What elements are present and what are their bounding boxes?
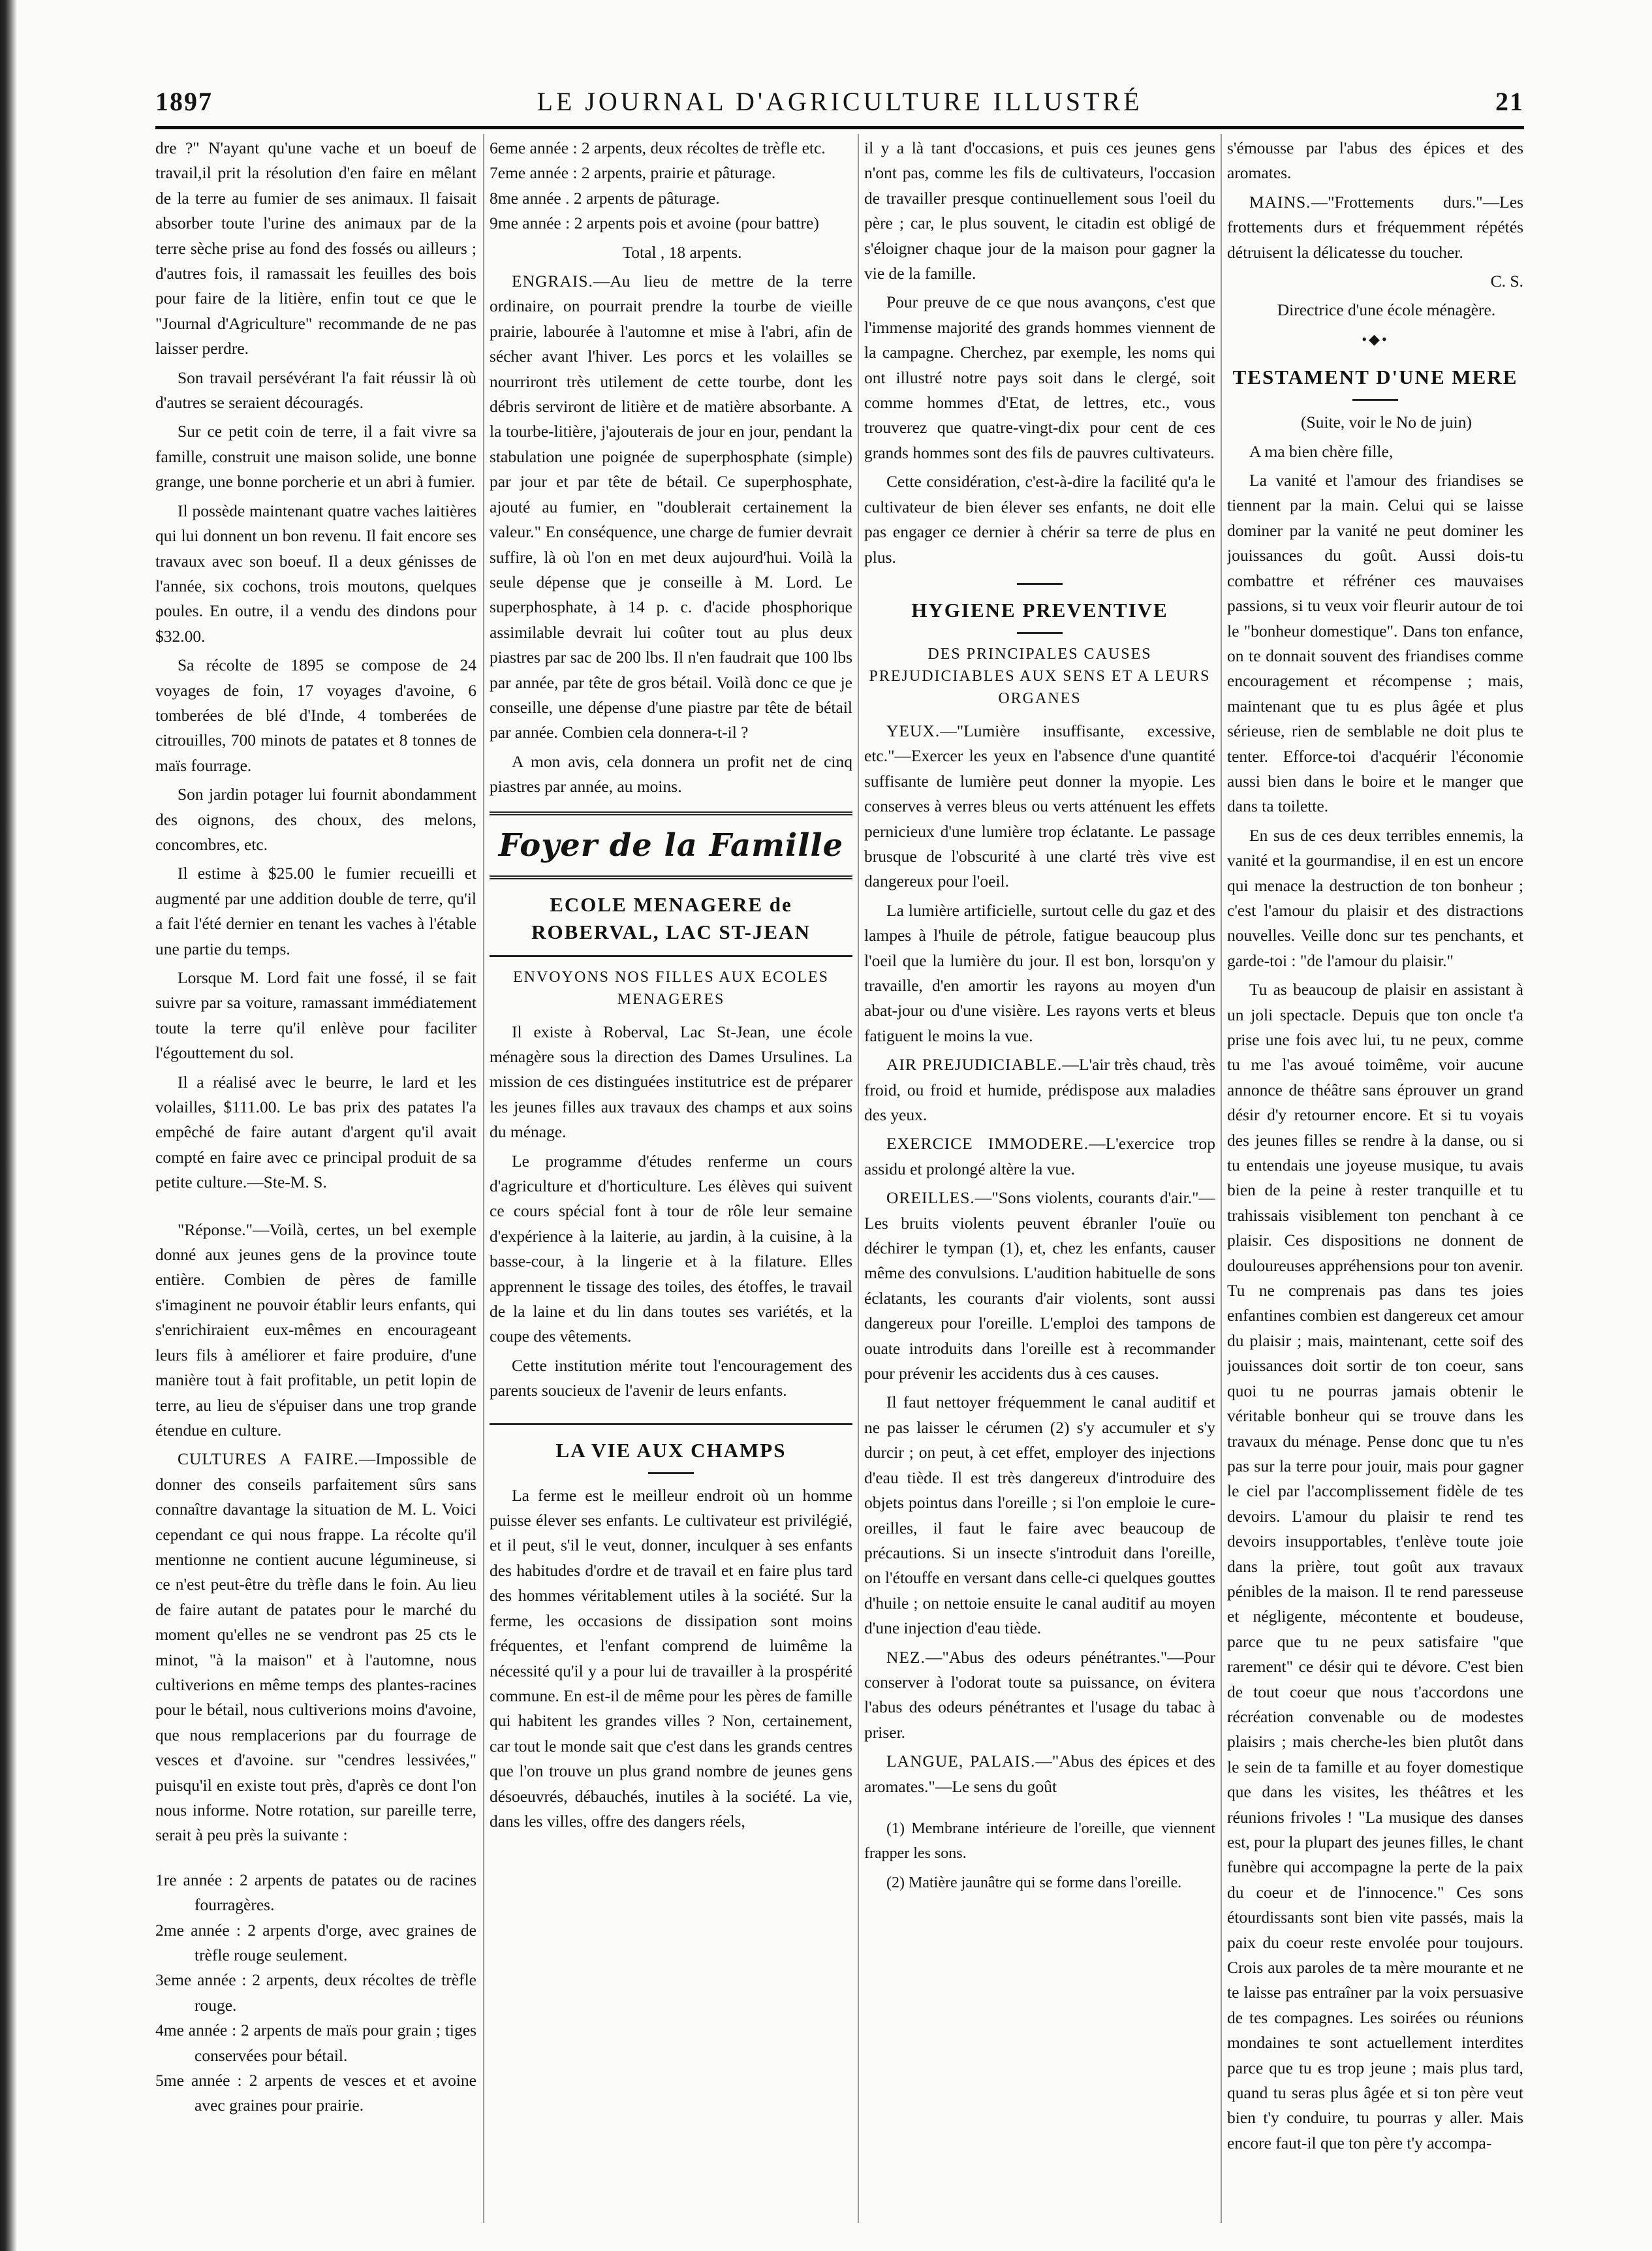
engrais-paragraph xyxy=(490,269,852,746)
section-rule xyxy=(490,955,852,957)
item-lead: OREILLES. xyxy=(886,1188,975,1208)
footnote: (2) Matière jaunâtre qui se forme dans l'oreille. xyxy=(886,1874,1182,1891)
salutation: A ma bien chère fille, xyxy=(1249,441,1394,461)
rotation-item: 8me année . 2 arpents de pâturage. xyxy=(490,188,720,208)
item-lead: EXERCICE IMMODERE. xyxy=(886,1134,1089,1154)
vie-heading: LA VIE AUX CHAMPS xyxy=(555,1438,787,1462)
hygiene-item xyxy=(864,1749,1215,1799)
rotation-item: 3eme année : 2 arpents, deux récoltes de trèfle rouge. xyxy=(155,1970,476,2015)
article-paragraph: Il estime à $25.00 le fumier recueilli et augmenté par une addition double de terre, qu'il a fait l'été dernier en tenant les vaches à l'étable une partie du temps. xyxy=(155,864,476,958)
article-paragraph: Il possède maintenant quatre vaches laitières qui lui donnent un bon revenu. Il fait encore ses travaux avec son boeuf. Il a deux génisses de l'année, six cochons, trois moutons, quelques poules. En outre, il a vendu des dindons pour $32.00. xyxy=(155,501,476,646)
item-text: —"Abus des odeurs pénétrantes."—Pour conserver à l'odorat toute sa puissance, on évitera l'abus des odeurs pénétrantes et l'usage du tabac à priser. xyxy=(864,1647,1215,1742)
cultures-paragraph xyxy=(155,1447,476,1848)
hygiene-item xyxy=(864,1645,1215,1746)
hygiene-item xyxy=(864,1186,1215,1386)
avis-paragraph: A mon avis, cela donnera un profit net de cinq piastres par année, au moins. xyxy=(490,751,852,796)
foyer-banner xyxy=(490,811,852,879)
rotation-item: 4me année : 2 arpents de maïs pour grain ; tiges conservées pour bétail. xyxy=(155,2021,476,2065)
reponse-paragraph: "Réponse."—Voilà, certes, un bel exemple donné aux jeunes gens de la province toute entière. Combien de pères de famille s'imaginent ne pouvoir établir leurs enfants, qui s'enrichiraient eux-mêmes en encourageant leurs fils à améliorer et faire produire, d'une manière tout à fait profitable, un petit lopin de terre, au lieu de s'épuiser dans une trop grande étendue en culture. xyxy=(155,1220,476,1440)
ecole-heading: ECOLE MENAGERE de ROBERVAL, LAC ST-JEAN xyxy=(531,892,811,943)
vie-paragraph: Cette considération, c'est-à-dire la facilité qu'a le cultivateur de bien élever ses enfants, ne doit elle pas engager ce dernier à chérir sa terre de plus en plus. xyxy=(864,472,1215,567)
header-rule xyxy=(155,126,1524,129)
hygiene-item xyxy=(864,898,1215,1048)
article-paragraph: Son jardin potager lui fournit abondamment des oignons, des choux, des melons, concombres, etc. xyxy=(155,785,476,854)
testament-heading: TESTAMENT D'UNE MERE xyxy=(1232,366,1518,389)
cultures-text: —Impossible de donner des conseils parfaitement sûrs sans connaître davantage la situation de M. L. Voici cependant ce qui nous frappe. La récolte qu'il mentionne ne contient aucune légumineuse, si ce n'est peut-être du trèfle dans le foin. Au lieu de faire autant de patates pour le marché du moment qu'elles ne se vendront pas 25 cts le minot, "à la maison" et à l'automne, nous cultiverions en même temps des plantes-racines pour le bétail, nous cultiverions moins d'avoine, que nous remplacerions par du fourrage de vesces et d'avoine. sur "cendres lessivées," puisqu'il en existe tout près, d'après ce dont l'on nous informe. Notre rotation, sur pareille terre, serait à peu près la suivante : xyxy=(155,1449,476,1845)
ecole-paragraph: Cette institution mérite tout l'encouragement des parents soucieux de l'avenir de leurs enfants. xyxy=(490,1355,852,1400)
article-paragraph: Il a réalisé avec le beurre, le lard et les volailles, $111.00. Le bas prix des patates l'a empêché de faire autant d'argent qu'il avait compté en faire avec ce principal produit de sa petite culture.—Ste-M. S. xyxy=(155,1072,476,1192)
mains-paragraph xyxy=(1227,190,1523,265)
testament-paragraph: En sus de ces deux terribles ennemis, la vanité et la gourmandise, il en est un encore qui menace la destruction de ton bonheur ; c'est l'amour du plaisir et des distractions nouvelles. Veille donc sur tes penchants, et garde-toi : "de l'amour du plaisir." xyxy=(1227,825,1523,970)
vie-paragraph-continued: il y a là tant d'occasions, et puis ces jeunes gens n'ont pas, comme les fils de cultivateurs, l'occasion de travailler presque continuellement sous l'oeil du père ; car, le plus souvent, le citadin est obligé de s'éloigner chaque jour de la maison pour gagner la vie de la famille. xyxy=(864,138,1215,283)
hygiene-heading: HYGIENE PREVENTIVE xyxy=(911,598,1168,622)
column-separator xyxy=(858,134,859,2223)
engrais-text: —Au lieu de mettre de la terre ordinaire, on pourrait prendre la tourbe de vieille prairie, labourée à l'automne et mise à l'abri, afin de sécher avant l'hiver. Les porcs et les volailles se nourriront très utilement de cette tourbe, dont les débris serviront de litière et de matière absorbante. A la tourbe-litière, j'ajouterais de jour en jour, pendant la stabulation une poignée de superphosphate (simple) par jour et par tête de bétail. Ce superphosphate, ajouté au fumier, en "doublerait certainement la valeur." En conséquence, une charge de fumier devrait suffire, là où l'on en met deux aujourd'hui. Voilà la seule dépense que je conseille à M. Lord. Le superphosphate, à 14 p. c. d'acide phosphorique assimilable devrait lui coûter tout au plus deux piastres par sac de 200 lbs. Il n'en faudrait que 100 lbs par année, par tête de gros bétail. Voilà donc ce que je conseille, une dépense d'une piastre par tête de bétail par année. Combien cela donnera-t-il ? xyxy=(490,272,852,742)
column-2 xyxy=(490,136,852,2225)
rotation-list xyxy=(155,1868,476,2118)
column-separator xyxy=(483,134,484,2223)
rotation-item: 1re année : 2 arpents de patates ou de racines fourragères. xyxy=(155,1870,476,1915)
rotation-item: 6eme année : 2 arpents, deux récoltes de trèfle etc. xyxy=(490,138,826,157)
hygiene-item xyxy=(864,719,1215,894)
item-text: —"Lumière insuffisante, excessive, etc."—Exercer les yeux en l'absence d'une quantité suffisante de lumière peut donner la myopie. Les conserves à verres bleus ou verts atténuent les effets pernicieux d'une lumière trop éclatante. Le passage brusque de l'obscurité à une clarté très vive est dangereux pour l'oeil. xyxy=(864,721,1215,891)
rotation-list-continued xyxy=(490,136,852,236)
item-text: —"Sons violents, courants d'air."—Les bruits violents peuvent ébranler l'ouïe ou déchirer le tympan (1), et, chez les enfants, causer même des convulsions. L'audition habituelle de sons éclatants, les courants d'air violents, sont aussi dangereux pour l'oreille. L'emploi des tampons de ouate introduits dans l'oreille est à recommander pour prévenir les accidents dus à ces causes. xyxy=(864,1188,1215,1383)
section-rule xyxy=(490,1423,852,1425)
article-paragraph: Lorsque M. Lord fait une fossé, il se fait suivre par sa voiture, ramassant immédiatement toute la terre qu'il enlève pour faciliter l'égouttement du sol. xyxy=(155,968,476,1063)
footnote: (1) Membrane intérieure de l'oreille, que viennent frapper les sons. xyxy=(864,1819,1215,1863)
vie-paragraph: La ferme est le meilleur endroit où un homme puisse élever ses enfants. Le cultivateur est privilégié, et il peut, s'il le veut, donner, inculquer à ses enfants des habitudes d'ordre et de travail et en faire plus tard des hommes véritablement utiles à la société. Sur la ferme, les occasions de dissipation sont moins fréquentes, et l'enfant comprend de luimême la nécessité qu'il y a pour lui de travailler à la prospérité commune. En est-il de même pour les pères de famille qui habitent les grandes villes ? Non, certainement, car tout le monde sait que c'est dans les grands centres que l'on trouve un plus grand nombre de jeunes gens désoeuvrés, débauchés, inutiles à la société. La vie, dans les villes, offre des dangers réels, xyxy=(490,1485,852,1831)
article-paragraph: Son travail persévérant l'a fait réussir là où d'autres se seraient découragés. xyxy=(155,368,476,413)
gout-continued: s'émousse par l'abus des épices et des aromates. xyxy=(1227,138,1523,183)
column-separator xyxy=(1221,134,1222,2223)
item-lead: NEZ. xyxy=(886,1647,926,1667)
column-1 xyxy=(155,136,476,2225)
masthead xyxy=(155,84,1524,118)
hygiene-item xyxy=(864,1052,1215,1127)
rotation-total: Total , 18 arpents. xyxy=(622,242,742,262)
item-text: —L'exercice trop assidu et prolongé altère la vue. xyxy=(864,1134,1215,1178)
item-lead: LANGUE, PALAIS. xyxy=(886,1752,1036,1771)
ecole-subheading: ENVOYONS NOS FILLES AUX ECOLES MENAGERES xyxy=(512,968,830,1008)
foyer-title: Foyer de la Famille xyxy=(498,826,844,864)
rotation-item: 2me année : 2 arpents d'orge, avec graines de trèfle rouge seulement. xyxy=(155,1920,476,1965)
testament-subheading: (Suite, voir le No de juin) xyxy=(1300,413,1473,432)
issue-year: 1897 xyxy=(155,87,213,116)
mains-lead: MAINS. xyxy=(1249,192,1311,212)
article-paragraph: Sur ce petit coin de terre, il a fait vivre sa famille, construit une maison solide, une bonne grange, une bonne porcherie et un abri à fumier. xyxy=(155,422,476,492)
short-rule xyxy=(1017,632,1063,634)
item-text: Il faut nettoyer fréquemment le canal auditif et ne pas laisser le cérumen (2) s'y accumuler et s'y durcir ; on peut, à cet effet, employer des injections d'eau tiède. Il est très dangereux d'introduire des objets pointus dans l'oreille ; si l'on emploie le cure-oreilles, il faut le faire avec beaucoup de précautions. Si un insecte s'introduit dans l'oreille, on l'étouffe en versant dans celle-ci quelques gouttes d'huile ; on nettoie ensuite le canal auditif au moyen d'une injection d'eau tiède. xyxy=(864,1393,1215,1638)
signature-title: Directrice d'une école ménagère. xyxy=(1277,300,1496,320)
newspaper-title: LE JOURNAL D'AGRICULTURE ILLUSTRÉ xyxy=(537,87,1143,116)
rotation-item: 9me année : 2 arpents pois et avoine (pour battre) xyxy=(490,213,819,233)
scan-border xyxy=(0,0,17,2251)
page-number: 21 xyxy=(1495,87,1524,116)
hygiene-item xyxy=(864,1390,1215,1641)
ecole-paragraph: Le programme d'études renferme un cours d'agriculture et d'horticulture. Les élèves qui suivent ce cours spécial font à tour de rôle leur semaine d'expérience à la laiterie, au jardin, à la cuisine, à la basse-cour, à la lingerie et à la filature. Elles apprennent le tissage des toiles, des étoffes, le travail de la laine et du lin dans toutes ses variétés, et la coupe des vêtements. xyxy=(490,1151,852,1346)
item-lead: YEUX. xyxy=(886,721,941,740)
engrais-lead: ENGRAIS. xyxy=(512,272,593,291)
cultures-lead: CULTURES A FAIRE. xyxy=(178,1449,359,1469)
item-lead: AIR PREJUDICIABLE. xyxy=(886,1055,1063,1075)
item-text: —L'air très chaud, très froid, ou froid et humide, prédispose aux maladies des yeux. xyxy=(864,1055,1215,1124)
mains-text: —"Frottements durs."—Les frottements durs et fréquemment répétés détruisent la délicatesse du toucher. xyxy=(1227,192,1523,262)
article-paragraph: dre ?" N'ayant qu'une vache et un boeuf de travail,il prit la résolution d'en faire en mêlant de la terre au fumier de ses animaux. Il faisait absorber toute l'urine des animaux par de la terre sèche prise au fond des fossés ou ailleurs ; d'autres fois, il ramassait les feuilles des bois pour faire de la litière, enfin tout ce que le "Journal d'Agriculture" recommande de ne pas laisser perdre. xyxy=(155,138,476,358)
testament-paragraph: Tu as beaucoup de plaisir en assistant à un joli spectacle. Depuis que ton oncle t'a prise une fois avec lui, tu ne peux, comme tu me l'as avoué toimême, voir aucune annonce de théâtre sans éprouver un grand désir d'y retourner encore. Et si tu voyais des jeunes filles se rendre à la danse, ou si tu entendais une joyeuse musique, tu avais bien de la peine à rester tranquille et tu trahissais visiblement ton penchant à ce plaisir. Ces dispositions ne donnent de douloureuses appréhensions pour ton avenir. Tu ne comprenais pas dans tes joies enfantines combien est dangereux cet amour du plaisir ; mais, maintenant, cette soif des jouissances doit sortir de ton coeur, sans quoi tu ne pourras jamais obtenir le véritable bonheur qui se trouve dans les travaux du ménage. Pense donc que tu n'es pas sur la terre pour jouir, mais pour gagner le ciel par l'accomplissement fidèle de tes devoirs. L'amour du plaisir te rend tes devoirs insupportables, t'enlève toute joie dans la prière, tout goût aux travaux pénibles de la maison. Il te rend paresseuse et négligente, mécontente et boudeuse, parce que tu ne peux satisfaire "que rarement" ce désir qui te dévore. C'est bien de tout coeur que nous t'accordons une récréation convenable ou de modestes plaisirs ; mais cherche-les bien plutôt dans le sein de ta famille et au foyer domestique que dans les visites, les théâtres et les réunions frivoles ! "La musique des danses est, pour la plupart des jeunes filles, le chant funèbre qui accompagne la perte de la paix du coeur et de l'innocence." Ces sons étourdissants sont bien vite passés, mais la paix du coeur reste envolée pour toujours. Crois aux paroles de ta mère mourante et ne te laisse pas entraîner par la voix persuasive de tes compagnes. Les soirées ou réunions mondaines te sont actuellement interdites parce que tu es trop jeune ; mais plus tard, quand tu seras plus âgée et si ton père veut bien t'y conduire, tu pourras y aller. Mais encore faut-il que ton père t'y accompa- xyxy=(1227,980,1523,2152)
item-text: La lumière artificielle, surtout celle du gaz et des lampes à l'huile de pétrole, fatigue beaucoup plus l'oeil que la lumière du jour. Il est bon, lorsqu'on y travaille, d'en amortir les rayons au moyen d'un abat-jour ou d'une visière. Les rayons verts et bleus fatiguent le moins la vue. xyxy=(864,900,1215,1045)
testament-paragraph: La vanité et l'amour des friandises se tiennent par la main. Celui qui se laisse dominer par la vanité ne peut dominer les jouissances du goût. Aussi dois-tu combattre et réfréner ces mauvaises passions, si tu veux voir fleurir autour de toi le "bonheur domestique". Dans ton enfance, on te donnait souvent des friandises comme encouragement et récompense ; mais, maintenant que tu es plus âgée et plus sérieuse, rien de semblable ne doit plus te tenter. Efforce-toi d'acquérir l'économie aussi bien dans le boire et le manger que dans ta toilette. xyxy=(1227,471,1523,816)
short-rule xyxy=(1352,399,1398,401)
item-text: —"Abus des épices et des aromates."—Le sens du goût xyxy=(864,1752,1215,1796)
rotation-item: 7eme année : 2 arpents, prairie et pâturage. xyxy=(490,163,776,183)
short-rule xyxy=(648,1472,694,1474)
signature: C. S. xyxy=(1490,272,1523,291)
ecole-paragraph: Il existe à Roberval, Lac St-Jean, une école ménagère sous la direction des Dames Ursulines. La mission de ces distinguées institutrice est de préparer les jeunes filles aux travaux des champs et aux soins du ménage. xyxy=(490,1022,852,1142)
column-3 xyxy=(864,136,1215,2225)
hygiene-item xyxy=(864,1131,1215,1182)
article-paragraph: Sa récolte de 1895 se compose de 24 voyages de foin, 17 voyages d'avoine, 6 tomberées de blé d'Inde, 4 tomberées de citrouilles, 700 minots de patates et 8 tonnes de maïs fourrage. xyxy=(155,655,476,775)
column-4 xyxy=(1227,136,1523,2225)
rotation-item: 5me année : 2 arpents de vesces et et avoine avec graines pour prairie. xyxy=(155,2071,476,2115)
short-rule xyxy=(1017,583,1063,585)
ornament-divider: •◆• xyxy=(1362,330,1389,347)
vie-paragraph: Pour preuve de ce que nous avançons, c'est que l'immense majorité des grands hommes viennent de la campagne. Cherchez, par exemple, les noms qui ont illustré notre pays soit dans le clergé, soit comme hommes d'Etat, de lettres, etc., vous trouverez que quatre-vingt-dix pour cent de ces grands hommes sont des fils de pauvres cultivateurs. xyxy=(864,292,1215,462)
hygiene-subheading: DES PRINCIPALES CAUSES PREJUDICIABLES AUX SENS ET A LEURS ORGANES xyxy=(869,645,1211,707)
